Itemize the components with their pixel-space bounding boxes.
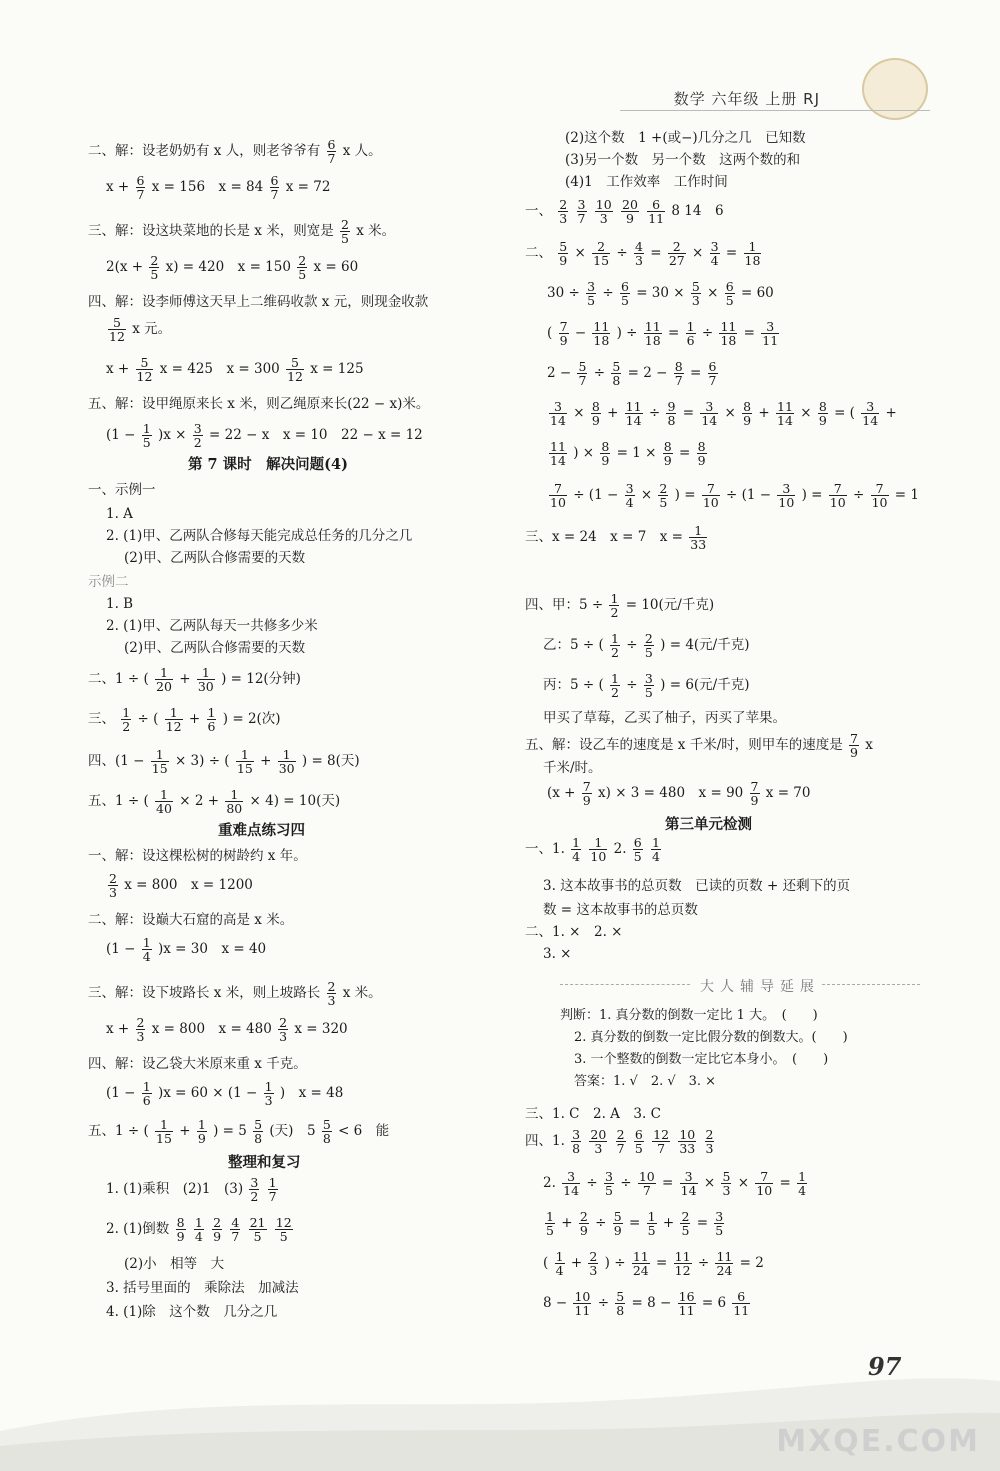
fraction: $\frac{6}{5}$	[634, 1127, 643, 1157]
answer-line: 3. 这本故事书的总页数 已读的页数 + 还剩下的页	[543, 878, 851, 894]
header-term: 上册	[765, 90, 798, 108]
answer-line: $\frac{5}{12}$ x 元。	[109, 315, 172, 345]
fraction: $\frac{3}{5}$	[644, 671, 653, 701]
section-title: 第三单元检测	[665, 816, 752, 833]
fraction: $\frac{6}{11}$	[648, 197, 665, 227]
fraction: $\frac{2}{3}$	[559, 197, 568, 227]
fraction: $\frac{1}{4}$	[798, 1169, 807, 1199]
extension-line: 答案：1. √ 2. √ 3. ×	[574, 1074, 717, 1089]
answer-line: (4)1 工作效率 工作时间	[565, 174, 728, 190]
fraction: $\frac{5}{12}$	[287, 355, 303, 385]
fraction: $\frac{5}{8}$	[616, 1289, 625, 1319]
answer-line: (1 − $\frac{1}{5}$ )x × $\frac{3}{2}$ = 22 − x x = 10 22 − x = 12	[106, 421, 423, 451]
fraction: $\frac{3}{7}$	[577, 197, 586, 227]
answer-line: 二、1 ÷ ( $\frac{1}{20}$ + $\frac{1}{30}$ ) = 12(分钟)	[88, 665, 301, 695]
fraction: $\frac{1}{12}$	[165, 705, 182, 735]
answer-line: 3. 括号里面的 乘除法 加减法	[106, 1280, 299, 1296]
answer-line: 1. (1)乘积 (2)1 (3) $\frac{3}{2}$ $\frac{1}{7}$	[106, 1175, 277, 1205]
fraction: $\frac{1}{40}$	[156, 787, 172, 817]
fraction: $\frac{5}{3}$	[691, 279, 700, 309]
fraction: $\frac{8}{9}$	[697, 439, 706, 469]
answer-line: $\frac{3}{14}$ × $\frac{8}{9}$ + $\frac{11}{14}$ ÷ $\frac{9}{8}$ = $\frac{3}{14}$ × $\frac{8}{9}$ + $\frac{11}{14}$ × $\frac{8}{9}$ = ( $\frac{3}{14}$ +	[550, 399, 897, 429]
fraction: $\frac{2}{3}$	[327, 979, 336, 1009]
header-edition: RJ	[803, 90, 820, 108]
fraction: $\frac{4}{3}$	[634, 239, 643, 269]
fraction: $\frac{1}{4}$	[555, 1249, 564, 1279]
fraction: $\frac{21}{5}$	[249, 1215, 266, 1245]
fraction: $\frac{1}{15}$	[236, 747, 253, 777]
fraction: $\frac{1}{5}$	[647, 1209, 656, 1239]
extension-line: 2. 真分数的倒数一定比假分数的倒数大。( )	[574, 1030, 848, 1045]
fraction: $\frac{4}{7}$	[231, 1215, 240, 1245]
fraction: $\frac{5}{9}$	[559, 239, 568, 269]
extension-title: 大人辅导延展	[700, 979, 820, 995]
answer-line: 一、1. $\frac{1}{4}$ $\frac{1}{10}$ 2. $\frac{6}{5}$ $\frac{1}{4}$	[525, 835, 660, 865]
answer-line: (2)甲、乙两队合修需要的天数	[124, 640, 306, 656]
fraction: $\frac{3}{11}$	[762, 319, 779, 349]
answer-line: 四、(1 − $\frac{1}{15}$ × 3) ÷ ( $\frac{1}{15}$ + $\frac{1}{30}$ ) = 8(天)	[88, 747, 360, 777]
fraction: $\frac{1}{6}$	[142, 1079, 151, 1109]
page-header	[674, 88, 820, 109]
fraction: $\frac{11}{14}$	[625, 399, 642, 429]
fraction: $\frac{10}{7}$	[638, 1169, 655, 1199]
fraction: $\frac{7}{10}$	[829, 481, 846, 511]
page-number: 97	[868, 1352, 902, 1381]
answer-line: 三、解：设下坡路长 x 米，则上坡路长 $\frac{2}{3}$ x 米。	[88, 979, 382, 1009]
extension-box	[560, 976, 920, 1094]
answer-line: (2)这个数 1 +(或−)几分之几 已知数	[565, 130, 806, 146]
fraction: $\frac{1}{6}$	[686, 319, 695, 349]
answer-line: 一、示例一	[88, 482, 156, 498]
fraction: $\frac{2}{3}$	[136, 1015, 145, 1045]
extension-line: 判断：1. 真分数的倒数一定比 1 大。 ( )	[560, 1008, 818, 1023]
fraction: $\frac{10}{11}$	[574, 1289, 591, 1319]
answer-line: 2. (1)倒数 $\frac{8}{9}$ $\frac{1}{4}$ $\frac{2}{9}$ $\frac{4}{7}$ $\frac{21}{5}$ $\frac{12}{5}$	[106, 1215, 292, 1245]
fraction: $\frac{6}{11}$	[733, 1289, 750, 1319]
divider	[822, 984, 920, 985]
answer-line: 四、1. $\frac{3}{8}$ $\frac{20}{3}$ $\frac{2}{7}$ $\frac{6}{5}$ $\frac{12}{7}$ $\frac{10}{33}$ $\frac{2}{3}$	[525, 1127, 714, 1157]
divider	[560, 984, 690, 985]
fraction: $\frac{10}{33}$	[679, 1127, 696, 1157]
fraction: $\frac{2}{9}$	[213, 1215, 222, 1245]
fraction: $\frac{1}{6}$	[207, 705, 216, 735]
answer-line: 示例二	[88, 574, 129, 590]
fraction: $\frac{3}{4}$	[625, 481, 634, 511]
fraction: $\frac{3}{14}$	[701, 399, 718, 429]
header-subject: 数学	[673, 90, 706, 108]
answer-line: 四、解：设李师傅这天早上二维码收款 x 元，则现金收款	[88, 294, 429, 310]
fraction: $\frac{20}{3}$	[590, 1127, 607, 1157]
fraction: $\frac{8}{9}$	[818, 399, 827, 429]
fraction: $\frac{1}{5}$	[546, 1209, 554, 1239]
fraction: $\frac{1}{2}$	[610, 591, 619, 621]
fraction: $\frac{1}{15}$	[156, 1117, 172, 1147]
fraction: $\frac{5}{12}$	[136, 355, 153, 385]
answer-line: $\frac{11}{14}$ ) × $\frac{8}{9}$ = 1 × $\frac{8}{9}$ = $\frac{8}{9}$	[550, 439, 706, 469]
fraction: $\frac{5}{8}$	[254, 1117, 263, 1147]
answer-line: 千米/时。	[543, 760, 602, 776]
fraction: $\frac{7}{10}$	[550, 481, 566, 511]
fraction: $\frac{11}{24}$	[632, 1249, 649, 1279]
fraction: $\frac{1}{18}$	[744, 239, 761, 269]
answer-line: 丙：5 ÷ ( $\frac{1}{2}$ ÷ $\frac{3}{5}$ ) = 6(元/千克)	[543, 671, 750, 701]
fraction: $\frac{2}{7}$	[616, 1127, 625, 1157]
fraction: $\frac{1}{3}$	[264, 1079, 273, 1109]
fraction: $\frac{1}{20}$	[156, 665, 172, 695]
answer-line: 一、 $\frac{2}{3}$ $\frac{3}{7}$ $\frac{10}{3}$ $\frac{20}{9}$ $\frac{6}{11}$ 8 14 6	[525, 197, 724, 227]
answer-line: 30 ÷ $\frac{3}{5}$ ÷ $\frac{6}{5}$ = 30 × $\frac{5}{3}$ × $\frac{6}{5}$ = 60	[547, 279, 774, 309]
fraction: $\frac{3}{8}$	[572, 1127, 581, 1157]
fraction: $\frac{1}{15}$	[151, 747, 168, 777]
section-title: 第 7 课时 解决问题(4)	[188, 456, 348, 473]
fraction: $\frac{2}{27}$	[668, 239, 685, 269]
answer-line: (2)小 相等 大	[124, 1256, 225, 1272]
fraction: $\frac{2}{3}$	[109, 871, 117, 901]
section-title: 重难点练习四	[218, 822, 305, 839]
answer-line: 四、解：设乙袋大米原来重 x 千克。	[88, 1056, 307, 1072]
fraction: $\frac{8}{9}$	[176, 1215, 185, 1245]
fraction: $\frac{20}{9}$	[622, 197, 638, 227]
fraction: $\frac{1}{5}$	[142, 421, 151, 451]
answer-line: 3. ×	[543, 946, 572, 962]
fraction: $\frac{2}{5}$	[659, 481, 668, 511]
fraction: $\frac{2}{5}$	[644, 631, 653, 661]
fraction: $\frac{11}{14}$	[777, 399, 793, 429]
answer-line: $\frac{7}{10}$ ÷ (1 − $\frac{3}{4}$ × $\frac{2}{5}$ ) = $\frac{7}{10}$ ÷ (1 − $\frac{3}{10}$ ) = $\frac{7}{10}$ ÷ $\frac{7}{10}$ = 1	[550, 481, 919, 511]
answer-line: 8 − $\frac{10}{11}$ ÷ $\frac{5}{8}$ = 8 − $\frac{16}{11}$ = 6 $\frac{6}{11}$	[543, 1289, 750, 1319]
answer-line: 一、解：设这棵松树的树龄约 x 年。	[88, 848, 307, 864]
fraction: $\frac{1}{2}$	[122, 705, 131, 735]
fraction: $\frac{3}{10}$	[778, 481, 795, 511]
fraction: $\frac{1}{4}$	[194, 1215, 203, 1245]
fraction: $\frac{7}{10}$	[702, 481, 719, 511]
answer-line: 五、1 ÷ ( $\frac{1}{15}$ + $\frac{1}{9}$ ) = 5 $\frac{5}{8}$ (天) 5 $\frac{5}{8}$ < 6 能	[88, 1117, 390, 1147]
fraction: $\frac{8}{7}$	[674, 359, 683, 389]
answer-line: 三、x = 24 x = 7 x = $\frac{1}{33}$	[525, 523, 707, 553]
fraction: $\frac{6}{5}$	[620, 279, 629, 309]
answer-line: x + $\frac{2}{3}$ x = 800 x = 480 $\frac{2}{3}$ x = 320	[106, 1015, 348, 1045]
fraction: $\frac{7}{9}$	[582, 779, 591, 809]
answer-line: (3)另一个数 另一个数 这两个数的和	[565, 152, 801, 168]
fraction: $\frac{6}{7}$	[270, 173, 279, 203]
answer-line: 4. (1)除 这个数 几分之几	[106, 1304, 278, 1320]
fraction: $\frac{7}{10}$	[756, 1169, 773, 1199]
fraction: $\frac{8}{9}$	[591, 399, 600, 429]
fraction: $\frac{2}{5}$	[341, 217, 349, 247]
fraction: $\frac{2}{5}$	[298, 253, 307, 283]
answer-line: 甲买了草莓，乙买了柚子，丙买了苹果。	[543, 710, 786, 726]
fraction: $\frac{3}{14}$	[862, 399, 879, 429]
answer-line: (x + $\frac{7}{9}$ x) × 3 = 480 x = 90 $\frac{7}{9}$ x = 70	[547, 779, 811, 809]
fraction: $\frac{3}{5}$	[604, 1169, 613, 1199]
fraction: $\frac{1}{7}$	[268, 1175, 277, 1205]
fraction: $\frac{2}{3}$	[705, 1127, 714, 1157]
answer-line: 2 − $\frac{5}{7}$ ÷ $\frac{5}{8}$ = 2 − $\frac{8}{7}$ = $\frac{6}{7}$	[547, 359, 717, 389]
fraction: $\frac{7}{9}$	[750, 779, 759, 809]
answer-line: 五、解：设甲绳原来长 x 米，则乙绳原来长(22 − x)米。	[88, 396, 430, 412]
extension-line: 3. 一个整数的倒数一定比它本身小。 ( )	[574, 1052, 829, 1067]
answer-line: 三、解：设这块菜地的长是 x 米，则宽是 $\frac{2}{5}$ x 米。	[88, 217, 396, 247]
fraction: $\frac{1}{30}$	[278, 747, 295, 777]
fraction: $\frac{6}{7}$	[327, 137, 336, 167]
answer-line: $\frac{2}{3}$ x = 800 x = 1200	[109, 871, 253, 901]
fraction: $\frac{3}{5}$	[587, 279, 596, 309]
fraction: $\frac{6}{5}$	[725, 279, 734, 309]
fraction: $\frac{11}{18}$	[720, 319, 737, 349]
fraction: $\frac{1}{4}$	[572, 835, 581, 865]
answer-line: 乙：5 ÷ ( $\frac{1}{2}$ ÷ $\frac{2}{5}$ ) = 4(元/千克)	[543, 631, 750, 661]
fraction: $\frac{5}{3}$	[722, 1169, 731, 1199]
answer-line: 2. $\frac{3}{14}$ ÷ $\frac{3}{5}$ ÷ $\frac{10}{7}$ = $\frac{3}{14}$ × $\frac{5}{3}$ × $\frac{7}{10}$ = $\frac{1}{4}$	[543, 1169, 807, 1199]
fraction: $\frac{11}{18}$	[593, 319, 610, 349]
fraction: $\frac{5}{8}$	[612, 359, 621, 389]
fraction: $\frac{1}{30}$	[197, 665, 214, 695]
fraction: $\frac{11}{14}$	[550, 439, 566, 469]
fraction: $\frac{5}{12}$	[109, 315, 125, 345]
fraction: $\frac{1}{80}$	[226, 787, 243, 817]
fraction: $\frac{1}{33}$	[690, 523, 707, 553]
fraction: $\frac{8}{9}$	[601, 439, 610, 469]
answer-line: (1 − $\frac{1}{6}$ )x = 60 × (1 − $\frac{1}{3}$ ) x = 48	[106, 1079, 344, 1109]
fraction: $\frac{1}{2}$	[611, 671, 619, 701]
fraction: $\frac{12}{5}$	[275, 1215, 292, 1245]
fraction: $\frac{5}{7}$	[578, 359, 587, 389]
fraction: $\frac{16}{11}$	[678, 1289, 695, 1319]
answer-line: ( $\frac{7}{9}$ − $\frac{11}{18}$ ) ÷ $\frac{11}{18}$ = $\frac{1}{6}$ ÷ $\frac{11}{18}$ = $\frac{3}{11}$	[547, 319, 779, 349]
fraction: $\frac{5}{9}$	[613, 1209, 622, 1239]
answer-line: 2. (1)甲、乙两队合修每天能完成总任务的几分之几	[106, 528, 413, 544]
fraction: $\frac{8}{9}$	[663, 439, 672, 469]
answer-line: 二、 $\frac{5}{9}$ × $\frac{2}{15}$ ÷ $\frac{4}{3}$ = $\frac{2}{27}$ × $\frac{3}{4}$ = $\frac{1}{18}$	[525, 239, 761, 269]
fraction: $\frac{10}{3}$	[595, 197, 612, 227]
answer-line: (1 − $\frac{1}{4}$ )x = 30 x = 40	[106, 935, 267, 965]
fraction: $\frac{9}{8}$	[667, 399, 676, 429]
fraction: $\frac{7}{10}$	[871, 481, 888, 511]
fraction: $\frac{3}{14}$	[550, 399, 566, 429]
fraction: $\frac{8}{9}$	[743, 399, 752, 429]
fraction: $\frac{3}{14}$	[680, 1169, 697, 1199]
answer-line: $\frac{1}{5}$ + $\frac{2}{9}$ ÷ $\frac{5}{9}$ = $\frac{1}{5}$ + $\frac{2}{5}$ = $\frac{3}{5}$	[546, 1209, 724, 1239]
fraction: $\frac{1}{9}$	[197, 1117, 206, 1147]
fraction: $\frac{2}{15}$	[593, 239, 610, 269]
fraction: $\frac{2}{5}$	[150, 253, 159, 283]
fraction: $\frac{11}{18}$	[644, 319, 661, 349]
fraction: $\frac{3}{5}$	[715, 1209, 724, 1239]
answer-line: 二、解：设老奶奶有 x 人，则老爷爷有 $\frac{6}{7}$ x 人。	[88, 137, 382, 167]
fraction: $\frac{3}{2}$	[250, 1175, 259, 1205]
answer-line: 2(x + $\frac{2}{5}$ x) = 420 x = 150 $\frac{2}{5}$ x = 60	[106, 253, 359, 283]
section-title: 整理和复习	[228, 1154, 301, 1171]
fraction: $\frac{3}{2}$	[193, 421, 202, 451]
answer-line: 五、1 ÷ ( $\frac{1}{40}$ × 2 + $\frac{1}{80}$ × 4) = 10(天)	[88, 787, 341, 817]
header-divider	[620, 110, 930, 111]
answer-line: 1. B	[106, 596, 134, 612]
fraction: $\frac{7}{9}$	[850, 731, 858, 761]
answer-line: x + $\frac{5}{12}$ x = 425 x = 300 $\frac{5}{12}$ x = 125	[106, 355, 364, 385]
fraction: $\frac{1}{10}$	[590, 835, 607, 865]
answer-line: ( $\frac{1}{4}$ + $\frac{2}{3}$ ) ÷ $\frac{11}{24}$ = $\frac{11}{12}$ ÷ $\frac{11}{24}$ = 2	[543, 1249, 764, 1279]
answer-line: 2. (1)甲、乙两队每天一共修多少米	[106, 618, 318, 634]
answer-line: 二、解：设巅大石窟的高是 x 米。	[88, 912, 294, 928]
fraction: $\frac{5}{8}$	[322, 1117, 331, 1147]
fraction: $\frac{1}{2}$	[611, 631, 619, 661]
fraction: $\frac{2}{3}$	[589, 1249, 598, 1279]
fraction: $\frac{2}{5}$	[681, 1209, 690, 1239]
answer-line: 数 = 这本故事书的总页数	[543, 902, 698, 918]
answer-line: (2)甲、乙两队合修需要的天数	[124, 550, 306, 566]
answer-line: 五、解：设乙车的速度是 x 千米/时，则甲车的速度是 $\frac{7}{9}$ x	[525, 731, 873, 761]
watermark: MXQE.COM	[776, 1424, 980, 1459]
fraction: $\frac{2}{3}$	[279, 1015, 288, 1045]
answer-line: 四、甲：5 ÷ $\frac{1}{2}$ = 10(元/千克)	[525, 591, 715, 621]
fraction: $\frac{3}{4}$	[710, 239, 719, 269]
fraction: $\frac{11}{24}$	[716, 1249, 733, 1279]
answer-line: 三、 $\frac{1}{2}$ ÷ ( $\frac{1}{12}$ + $\frac{1}{6}$ ) = 2(次)	[88, 705, 281, 735]
fraction: $\frac{11}{12}$	[674, 1249, 691, 1279]
fraction: $\frac{2}{9}$	[579, 1209, 588, 1239]
fraction: $\frac{12}{7}$	[653, 1127, 670, 1157]
fraction: $\frac{6}{7}$	[136, 173, 145, 203]
answer-line: 三、1. C 2. A 3. C	[525, 1106, 661, 1122]
fraction: $\frac{1}{4}$	[652, 835, 660, 865]
fraction: $\frac{6}{5}$	[633, 835, 642, 865]
fraction: $\frac{6}{7}$	[708, 359, 717, 389]
fraction: $\frac{7}{9}$	[559, 319, 568, 349]
answer-line: x + $\frac{6}{7}$ x = 156 x = 84 $\frac{6}{7}$ x = 72	[106, 173, 331, 203]
fraction: $\frac{3}{14}$	[563, 1169, 580, 1199]
answer-line: 二、1. × 2. ×	[525, 924, 623, 940]
fraction: $\frac{1}{4}$	[142, 935, 151, 965]
answer-line: 1. A	[106, 506, 133, 522]
header-grade: 六年级	[711, 90, 760, 108]
